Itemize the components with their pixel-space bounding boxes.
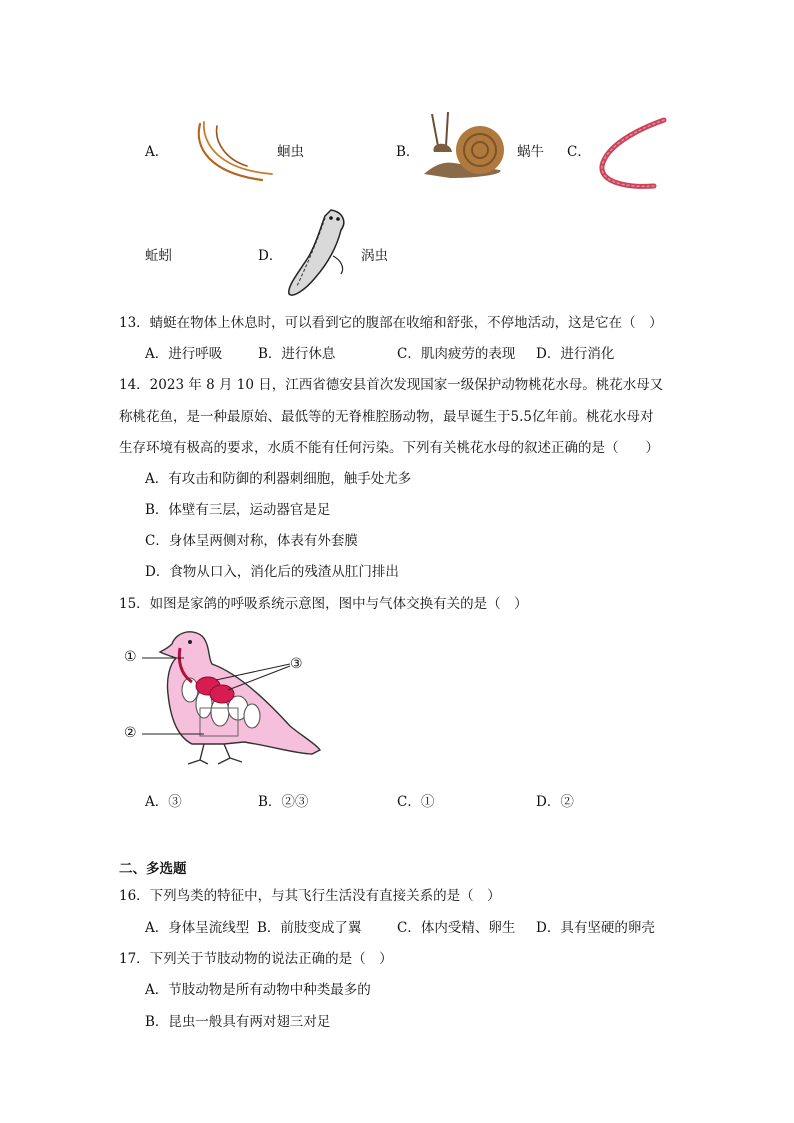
option-a-label: 蛔虫	[277, 144, 304, 160]
q15-option-d: D．②	[536, 794, 574, 810]
q14-option-c: C．身体呈两侧对称，体表有外套膜	[145, 533, 358, 549]
q16-option-a: A．身体呈流线型	[145, 920, 250, 936]
q13-option-c: C．肌肉疲劳的表现	[397, 346, 516, 362]
q13-option-a: A．进行呼吸	[145, 346, 223, 362]
q14-stem-line1: 14．2023 年 8 月 10 日，江西省德安县首次发现国家一级保护动物桃花水母。桃花水母又	[119, 377, 664, 393]
q13-option-b: B．进行休息	[258, 346, 336, 362]
diagram-label-2: ②	[124, 725, 137, 741]
q15-option-b: B．②③	[258, 794, 309, 810]
option-b-letter: B．	[396, 144, 420, 160]
pigeon-respiratory-diagram	[120, 624, 330, 774]
section-title-multiple-choice: 二、多选题	[119, 861, 187, 877]
option-c-letter: C．	[567, 144, 591, 160]
q17-option-b: B．昆虫一般具有两对翅三对足	[145, 1014, 331, 1030]
snail-image	[420, 112, 512, 180]
q17-option-a: A．节肢动物是所有动物中种类最多的	[145, 982, 371, 998]
option-a-letter: A．	[145, 144, 169, 160]
earthworm-image	[596, 116, 671, 194]
option-d-letter: D．	[258, 248, 283, 264]
q16-stem: 16．下列鸟类的特征中，与其飞行生活没有直接关系的是（ ）	[119, 888, 501, 904]
diagram-label-1: ①	[124, 649, 137, 665]
q13-stem: 13．蜻蜓在物体上休息时，可以看到它的腹部在收缩和舒张，不停地活动，这是它在（ ）	[119, 315, 663, 331]
q13-option-d: D．进行消化	[536, 346, 615, 362]
q17-stem: 17．下列关于节肢动物的说法正确的是（ ）	[119, 951, 393, 967]
planarian-image	[285, 206, 355, 300]
q15-stem: 15．如图是家鸽的呼吸系统示意图，图中与气体交换有关的是（ ）	[119, 596, 528, 612]
q15-option-c: C．①	[397, 794, 435, 810]
q14-option-a: A．有攻击和防御的利器刺细胞，触手处尤多	[145, 471, 412, 487]
q16-option-b: B．前肢变成了翼	[257, 920, 362, 936]
q16-option-d: D．具有坚硬的卵壳	[536, 920, 655, 936]
option-c-label: 蚯蚓	[145, 248, 172, 264]
diagram-label-3: ③	[290, 656, 303, 672]
option-d-label: 涡虫	[361, 248, 388, 264]
q15-option-a: A．③	[145, 794, 182, 810]
q14-option-d: D．食物从口入，消化后的残渣从肛门排出	[145, 564, 399, 580]
q14-stem-line2: 称桃花鱼，是一种最原始、最低等的无脊椎腔肠动物，最早诞生于5.5亿年前。桃花水母对	[119, 409, 654, 425]
q14-option-b: B．体壁有三层，运动器官是足	[145, 502, 331, 518]
q14-stem-line3: 生存环境有极高的要求，水质不能有任何污染。下列有关桃花水母的叙述正确的是（ ）	[119, 440, 659, 456]
q16-option-c: C．体内受精、卵生	[397, 920, 516, 936]
pigeon-legs	[188, 744, 242, 764]
roundworm-image	[192, 118, 277, 188]
option-b-label: 蜗牛	[517, 144, 544, 160]
